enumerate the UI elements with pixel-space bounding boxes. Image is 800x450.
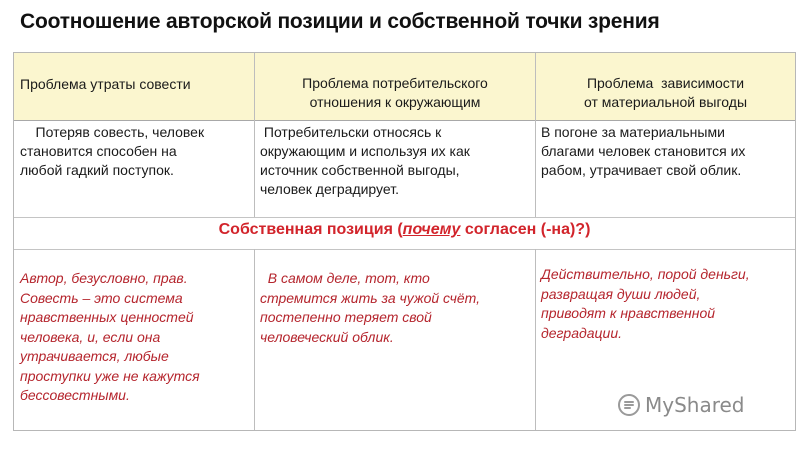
comparison-table (13, 52, 796, 431)
row2-cell-material: Действительно, порой деньги, развращая души людей, приводят к нравственной деградации. (541, 266, 750, 341)
watermark (618, 393, 745, 417)
header-cell-consumer (254, 53, 535, 120)
watermark-text: MyShared (645, 393, 745, 417)
section-heading-emphasis: почему (402, 221, 461, 238)
row1-cell-material: В погоне за материальными благами человек становится их рабом, утрачивает свой облик. (541, 124, 746, 178)
row1-cell-consumer: Потребительски относясь к окружающим и используя их как источник собственной выгоды, человек деградирует. (260, 124, 470, 197)
header-cell-material-line1: Проблема зависимости (586, 75, 745, 91)
row2-cell-consumer: В самом деле, тот, кто стремится жить за чужой счёт, постепенно теряет свой человеческий облик. (260, 270, 480, 345)
section-bottom-border (14, 249, 795, 250)
row1-cell-conscience: Потеряв совесть, человек становится способен на любой гадкий поступок. (20, 124, 205, 178)
row2-cell-conscience: Автор, безусловно, прав. Совесть – это система нравственных ценностей человека, и, если она утрачивается, любые проступки уже не кажутся бессовестными. (20, 270, 200, 403)
row1-divider-1 (254, 120, 255, 217)
header-cell-material (535, 53, 795, 120)
section-heading-before: Собственная позиция ( (218, 221, 403, 238)
header-cell-consumer-line2: отношения к окружающим (309, 94, 481, 110)
page-title: Соотношение авторской позиции и собственной точки зрения (20, 10, 660, 33)
myshared-logo-icon (618, 394, 640, 416)
section-heading-after: согласен (-на)?) (460, 221, 591, 238)
section-heading (14, 221, 795, 239)
table-header-row (14, 53, 795, 121)
row2-divider-2 (535, 249, 536, 430)
row1-bottom-border (14, 217, 795, 218)
row2-divider-1 (254, 249, 255, 430)
header-cell-material-line2: от материальной выгоды (583, 94, 748, 110)
header-cell-conscience (14, 53, 254, 120)
header-cell-conscience-text: Проблема утраты совести (20, 76, 191, 92)
row1-divider-2 (535, 120, 536, 217)
header-cell-consumer-line1: Проблема потребительского (302, 75, 488, 91)
